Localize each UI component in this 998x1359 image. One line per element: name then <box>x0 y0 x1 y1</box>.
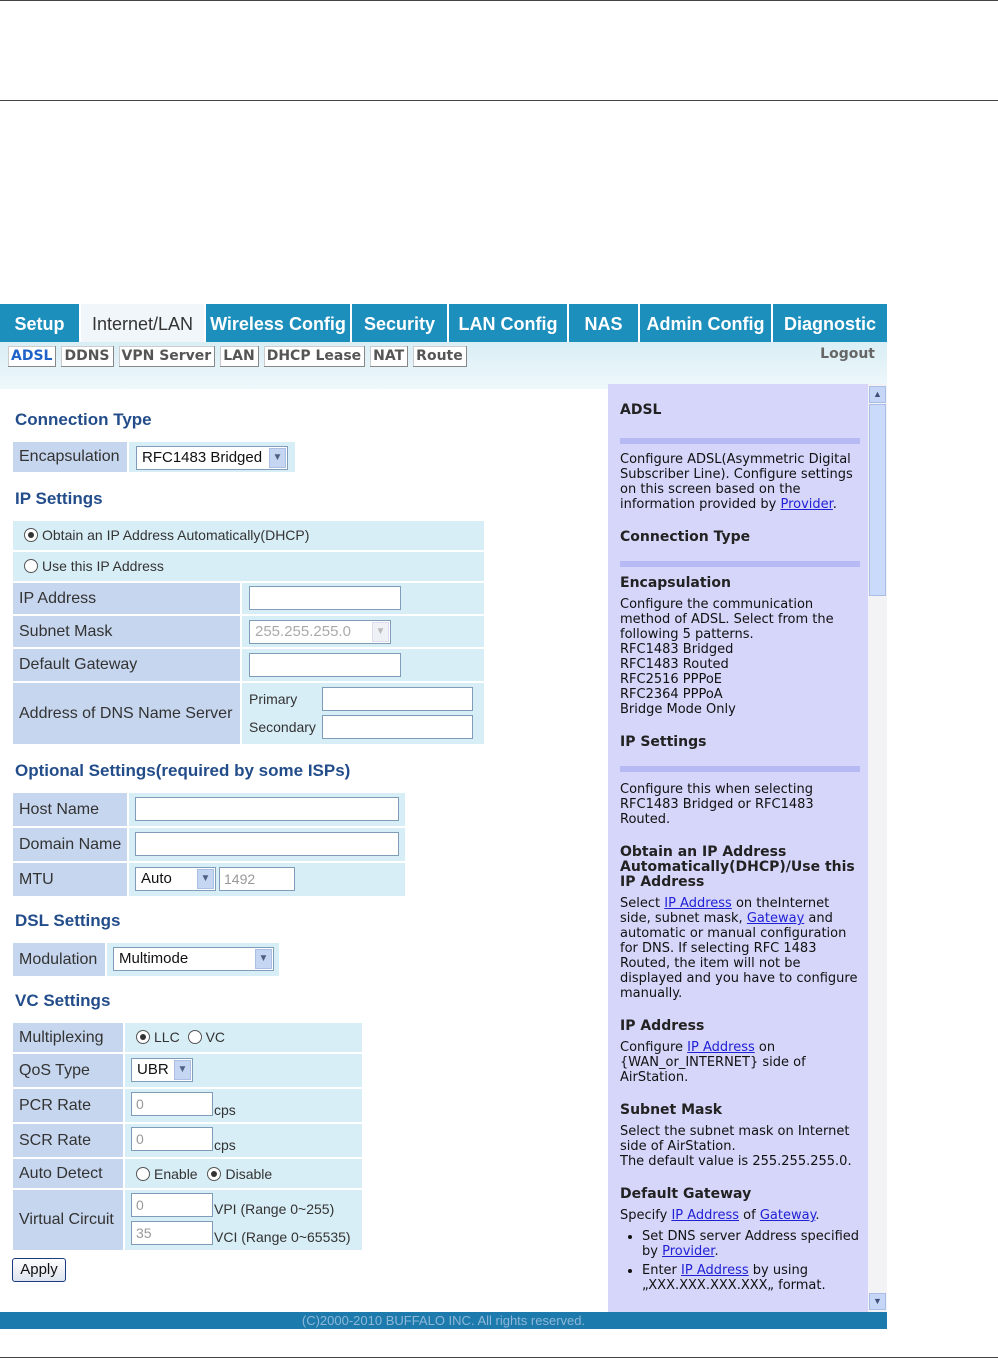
vci-range-label: VCI (Range 0~65535) <box>214 1229 351 1245</box>
help-text: Configure <box>620 1040 684 1055</box>
multiplexing-label: Multiplexing <box>13 1023 123 1052</box>
chevron-down-icon: ▼ <box>174 1060 191 1080</box>
help-separator <box>620 438 860 444</box>
help-text: Set DNS server Address specified by <box>642 1229 860 1259</box>
help-encap-opt: RFC1483 Routed <box>620 657 729 672</box>
help-text: on {WAN_or_INTERNET} side of AirStation. <box>620 1040 806 1085</box>
help-text: and automatic or manual configuration for DNS. If selecting RFC 1483 Routed, the item will not be displayed and you have to configure manually. <box>620 911 858 1001</box>
radio-checked-icon[interactable] <box>136 1030 150 1044</box>
vc-label: VC <box>205 1029 226 1045</box>
dns-server-label: Address of DNS Name Server <box>13 683 240 744</box>
chevron-down-icon: ▼ <box>255 949 272 969</box>
help-obtain-text <box>620 896 860 1001</box>
ip-settings-heading: IP Settings <box>15 489 103 508</box>
help-content <box>620 384 860 1293</box>
chevron-down-icon: ▼ <box>269 448 286 468</box>
vpi-input[interactable]: 0 <box>131 1193 213 1217</box>
help-adsl-text: Configure ADSL(Asymmetric Digital Subscriber Line). Configure settings on this screen based on the information provided by Provider. <box>620 452 853 512</box>
main-nav <box>0 304 887 342</box>
connection-type-heading: Connection Type <box>15 410 152 429</box>
dns-secondary-label: Secondary <box>249 719 316 735</box>
subtab-adsl[interactable]: ADSL <box>8 346 56 367</box>
default-gateway-input[interactable] <box>249 653 401 677</box>
subtab-ddns[interactable]: DDNS <box>61 346 113 367</box>
subtab-dhcp-lease[interactable]: DHCP Lease <box>264 346 365 367</box>
footer-copyright: (C)2000-2010 BUFFALO INC. All rights reserved. <box>0 1312 887 1329</box>
scr-unit: cps <box>214 1137 236 1153</box>
llc-radio-option[interactable] <box>136 1029 180 1045</box>
vc-settings-heading: VC Settings <box>15 991 111 1010</box>
modulation-label: Modulation <box>13 943 105 976</box>
help-gateway-title: Default Gateway <box>620 1186 752 1202</box>
manual-option-label: Use this IP Address <box>42 558 164 574</box>
dns-primary-label: Primary <box>249 691 298 707</box>
mtu-mode-value: Auto <box>141 870 172 887</box>
subtab-route[interactable]: Route <box>413 346 467 367</box>
mtu-input[interactable]: 1492 <box>219 867 295 891</box>
manual-ip-radio-option[interactable] <box>24 558 164 574</box>
domain-name-label: Domain Name <box>13 828 127 861</box>
encapsulation-select[interactable] <box>136 446 288 470</box>
list-item: • Set DNS server Address specified by Provider. <box>642 1229 860 1259</box>
dhcp-option-row <box>13 521 484 550</box>
tab-internet-lan[interactable]: Internet/LAN <box>81 304 206 342</box>
tab-setup[interactable]: Setup <box>0 304 81 342</box>
qos-type-value: UBR <box>137 1061 169 1078</box>
top-rule <box>0 0 998 1</box>
ip-address-input[interactable] <box>249 586 401 610</box>
help-obtain-title: Obtain an IP Address Automatically(DHCP)/Use this IP Address <box>620 844 855 890</box>
host-name-input[interactable] <box>135 797 399 821</box>
help-subnet-text: Select the subnet mask on Internet side of AirStation. <box>620 1124 850 1154</box>
subtab-lan[interactable]: LAN <box>220 346 258 367</box>
bottom-rule <box>0 1357 998 1358</box>
vci-input[interactable]: 35 <box>131 1221 213 1245</box>
help-text: Enter <box>642 1263 677 1278</box>
help-gateway-list <box>620 1229 860 1293</box>
modulation-select[interactable] <box>113 947 274 971</box>
auto-detect-cell <box>125 1159 362 1188</box>
chevron-down-icon: ▼ <box>197 869 214 889</box>
help-text: Specify <box>620 1208 668 1223</box>
mtu-label: MTU <box>13 863 127 896</box>
ip-address-link[interactable]: IP Address <box>664 896 732 911</box>
ip-address-link[interactable]: IP Address <box>681 1263 749 1278</box>
tab-admin-config[interactable]: Admin Config <box>640 304 773 342</box>
qos-type-label: QoS Type <box>13 1054 123 1087</box>
encapsulation-value: RFC1483 Bridged <box>142 449 263 466</box>
header-rule <box>0 100 998 101</box>
dns-secondary-input[interactable] <box>322 715 473 739</box>
subnet-mask-label: Subnet Mask <box>13 616 240 647</box>
logout-link[interactable]: Logout <box>820 346 875 362</box>
auto-detect-disable-option[interactable] <box>207 1166 272 1182</box>
help-scrollbar[interactable] <box>868 384 887 1312</box>
dhcp-option-label: Obtain an IP Address Automatically(DHCP) <box>42 527 310 543</box>
help-adsl-title: ADSL <box>620 402 662 418</box>
list-item <box>642 1263 860 1293</box>
help-subnet-default: The default value is 255.255.255.0. <box>620 1154 852 1169</box>
subnet-mask-value: 255.255.255.0 <box>255 623 351 640</box>
help-encap-title: Encapsulation <box>620 575 731 591</box>
subtab-nat[interactable]: NAT <box>370 346 408 367</box>
radio-unchecked-icon[interactable] <box>188 1030 202 1044</box>
tab-wireless-config[interactable]: Wireless Config <box>206 304 352 342</box>
help-connection-title: Connection Type <box>620 529 751 545</box>
dns-primary-input[interactable] <box>322 687 473 711</box>
router-config-app <box>0 304 887 1329</box>
auto-detect-label: Auto Detect <box>13 1159 123 1188</box>
help-subnet-title: Subnet Mask <box>620 1102 723 1118</box>
scrollbar-thumb[interactable] <box>869 404 886 596</box>
pcr-rate-label: PCR Rate <box>13 1089 123 1122</box>
provider-link[interactable]: Provider <box>780 497 833 512</box>
ip-address-link[interactable]: IP Address <box>687 1040 755 1055</box>
tab-diagnostic[interactable]: Diagnostic <box>783 314 876 334</box>
help-text: on theInternet side, subnet mask, <box>620 896 830 926</box>
help-text: of <box>743 1208 756 1223</box>
help-ip-text: Configure this when selecting RFC1483 Bridged or RFC1483 Routed. <box>620 782 814 827</box>
subtab-vpn-server[interactable]: VPN Server <box>119 346 216 367</box>
optional-settings-heading: Optional Settings(required by some ISPs) <box>15 761 351 780</box>
settings-form <box>0 389 600 1309</box>
help-text: Select <box>620 896 661 911</box>
help-text: by using „XXX.XXX.XXX.XXX„ format. <box>642 1263 826 1293</box>
help-ip-title: IP Settings <box>620 734 707 750</box>
llc-label: LLC <box>154 1029 180 1045</box>
gateway-link[interactable]: Gateway <box>746 911 805 926</box>
tab-security[interactable]: Security <box>352 304 449 342</box>
multiplexing-cell <box>125 1023 362 1052</box>
help-separator <box>620 561 860 567</box>
mtu-mode-select[interactable] <box>135 867 216 891</box>
vpi-range-label: VPI (Range 0~255) <box>214 1201 335 1217</box>
chevron-down-icon: ▼ <box>372 622 389 642</box>
subnet-mask-select[interactable] <box>249 620 391 644</box>
ip-address-link[interactable]: IP Address <box>671 1208 740 1223</box>
scr-rate-input[interactable]: 0 <box>131 1127 213 1151</box>
provider-link[interactable]: Provider <box>662 1244 715 1259</box>
gateway-link[interactable]: Gateway <box>759 1208 816 1223</box>
help-ipaddr-title: IP Address <box>620 1018 705 1034</box>
scroll-down-icon[interactable]: ▼ <box>869 1293 886 1310</box>
radio-checked-icon[interactable] <box>24 528 38 542</box>
default-gateway-label: Default Gateway <box>13 649 240 681</box>
ip-address-label: IP Address <box>13 583 240 614</box>
sub-nav <box>0 342 887 389</box>
dhcp-radio-option[interactable] <box>24 527 309 543</box>
help-separator <box>620 766 860 772</box>
auto-detect-enable-option[interactable] <box>136 1166 198 1182</box>
apply-button[interactable]: Apply <box>12 1258 66 1282</box>
qos-type-select[interactable] <box>131 1058 193 1082</box>
pcr-unit: cps <box>214 1102 236 1118</box>
help-encap-opt: RFC2516 PPPoE <box>620 672 723 687</box>
enable-label: Enable <box>154 1166 198 1182</box>
help-ipaddr-text <box>620 1040 860 1085</box>
encapsulation-label: Encapsulation <box>13 442 127 472</box>
vc-radio-option[interactable] <box>188 1029 225 1045</box>
scroll-up-icon[interactable]: ▲ <box>869 386 886 403</box>
domain-name-input[interactable] <box>135 832 399 856</box>
host-name-label: Host Name <box>13 793 127 826</box>
help-adsl-body: Configure ADSL(Asymmetric Digital Subscriber Line). Configure settings on this screen based on the information provided by <box>620 452 853 512</box>
radio-unchecked-icon[interactable] <box>24 559 38 573</box>
radio-checked-icon[interactable] <box>207 1167 221 1181</box>
manual-option-row <box>13 552 484 581</box>
help-encap-opt: RFC1483 Bridged <box>620 642 734 657</box>
dsl-settings-heading: DSL Settings <box>15 911 121 930</box>
help-gateway-text: Specify IP Address of Gateway. <box>620 1208 820 1223</box>
scr-rate-label: SCR Rate <box>13 1124 123 1157</box>
radio-unchecked-icon[interactable] <box>136 1167 150 1181</box>
tab-lan-config[interactable]: LAN Config <box>449 304 569 342</box>
help-panel <box>608 384 868 1312</box>
tab-nas[interactable]: NAS <box>569 304 640 342</box>
modulation-value: Multimode <box>119 950 189 967</box>
help-encap-text: Configure the communication method of ADSL. Select from the following 5 patterns. <box>620 597 834 642</box>
disable-label: Disable <box>225 1166 273 1182</box>
pcr-rate-input[interactable]: 0 <box>131 1092 213 1116</box>
virtual-circuit-label: Virtual Circuit <box>13 1190 123 1250</box>
help-encap-opt: RFC2364 PPPoA <box>620 687 723 702</box>
help-encap-opt: Bridge Mode Only <box>620 702 736 717</box>
